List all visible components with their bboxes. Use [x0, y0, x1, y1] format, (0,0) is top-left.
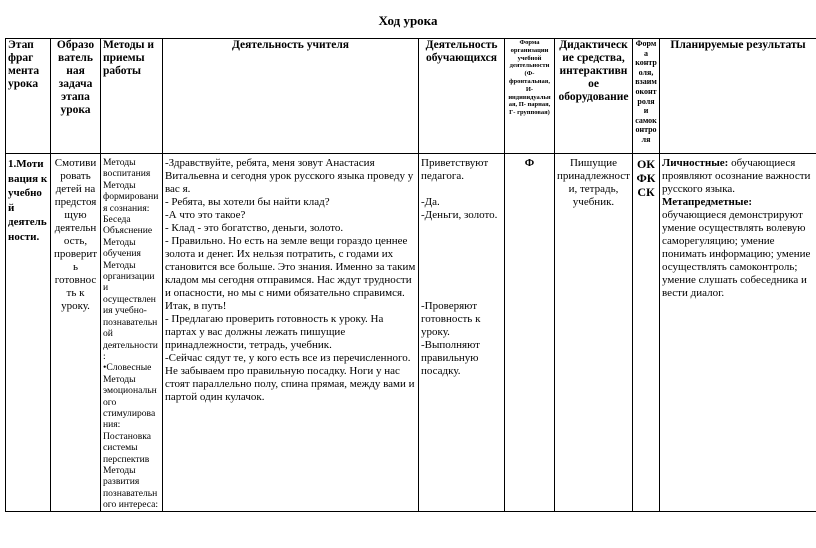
- methods-item: •Словесные: [103, 362, 152, 374]
- control-item: СК: [637, 185, 655, 199]
- students-money: -Деньги, золото.: [421, 209, 498, 221]
- methods-item: Постановка системы перспектив: [103, 430, 152, 465]
- methods-item: Методы формирования сознания:: [103, 179, 159, 214]
- teacher-line: -Здравствуйте, ребята, меня зовут Анастасия Витальевна и сегодня урок русского языка проведу у вас я.: [165, 157, 414, 195]
- students-yes: -Да.: [421, 196, 440, 208]
- cell-students: [419, 154, 505, 512]
- teacher-line: - Правильно. Но есть на земле вещи гораздо ценнее золота и денег. Их нельзя потратить, с годами их становится все больше. Это знания. Именно за таким кладом мы сегодня отправимся. Нас ждут трудности и опасности, но мы с ними обязательно справимся. Итак, в путь!: [165, 235, 416, 312]
- methods-item: Беседа: [103, 214, 131, 226]
- table-row: [6, 154, 816, 512]
- cell-methods: [101, 154, 163, 512]
- header-students: Деятельность обучающихся: [419, 39, 505, 154]
- methods-item: Методы обучения: [103, 236, 141, 260]
- header-stage: Этап фраг мента урока: [6, 39, 51, 154]
- methods-item: Методы эмоционального стимулирования:: [103, 373, 157, 431]
- page-title: Ход урока: [378, 13, 438, 28]
- header-results: Планируемые результаты: [660, 39, 816, 154]
- students-posture: -Выполняют правильную посадку.: [421, 339, 480, 377]
- cell-goal: Смотивировать детей на предстоящую деятельность, проверить готовность к уроку.: [51, 154, 101, 512]
- students-greeting: Приветствуют педагога.: [421, 157, 489, 182]
- control-item: ОК: [636, 157, 656, 171]
- header-form: Форма организации учебной деятельности (Ф- фронтальная, И- индивидуальная, П- парная, Г- групповая): [505, 39, 555, 154]
- cell-control: [633, 154, 660, 512]
- cell-form: Ф: [505, 154, 555, 512]
- results-personal-text: обучающиеся проявляют осознание важности русского языка.: [662, 157, 811, 195]
- control-item: ФК: [636, 171, 656, 185]
- results-meta-title: Метапредметные:: [662, 196, 753, 208]
- teacher-line: -Сейчас сядут те, у кого есть все из перечисленного. Не забываем про правильную посадку. Ноги у нас стоят параллельно полу, спина прямая, между вами и партой один кулачок.: [165, 352, 415, 403]
- methods-item: Объяснение: [103, 225, 153, 237]
- teacher-line: - Предлагаю проверить готовность к уроку. На партах у вас должны лежать пишущие принадлежности, тетрадь, учебник.: [165, 313, 384, 351]
- header-teacher: Деятельность учителя: [163, 39, 419, 154]
- methods-item: Методы организации и осуществления учебно-познавательной деятельности:: [103, 259, 158, 362]
- results-meta-text: обучающиеся демонстрируют умение осуществлять волевую саморегуляцию; умение понимать информацию; умение осуществлять самоконтроль; умение слушать собеседника и вести диалог.: [662, 209, 811, 299]
- header-control: Форма контроля, взаимоконтроля и самоконтроля: [633, 39, 660, 154]
- cell-teacher: [163, 154, 419, 512]
- results-personal-title: Личностные:: [662, 157, 729, 169]
- teacher-line: -А что это такое?: [165, 209, 246, 221]
- teacher-line: - Ребята, вы хотели бы найти клад?: [165, 196, 330, 208]
- methods-item: Методы развития познавательного интереса:: [103, 464, 159, 511]
- students-check: -Проверяют готовность к уроку.: [421, 300, 481, 338]
- lesson-plan-table: [5, 38, 816, 512]
- cell-stage: 1.Мотивация к учебной деятельности.: [6, 154, 51, 512]
- cell-didactic: Пишущие принадлежности, тетрадь, учебник.: [555, 154, 633, 512]
- header-methods: Методы и приемы работы: [101, 39, 163, 154]
- cell-results: [660, 154, 816, 512]
- header-goal: Образо ватель ная задача этапа урока: [51, 39, 101, 154]
- teacher-line: - Клад - это богатство, деньги, золото.: [165, 222, 344, 234]
- methods-item: Методы воспитания: [103, 157, 151, 180]
- table-header-row: [6, 39, 816, 154]
- header-didactic: Дидактические средства, интерактивное оборудование: [555, 39, 633, 154]
